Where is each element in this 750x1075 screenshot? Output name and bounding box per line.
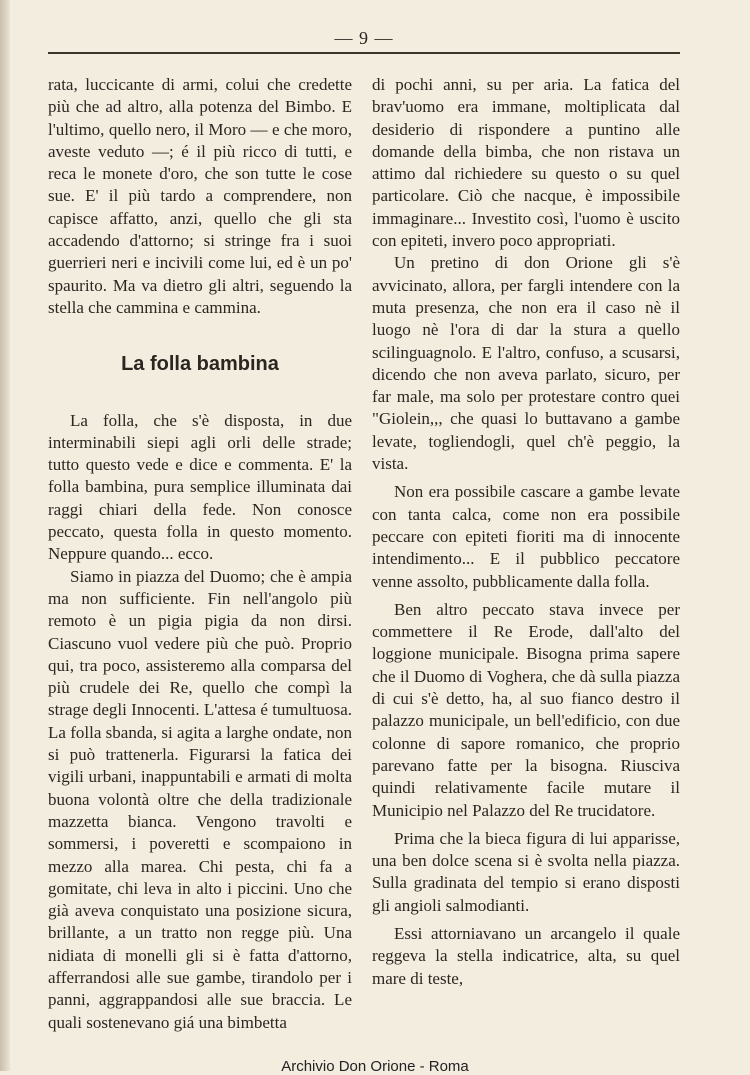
- left-paragraph-3: Siamo in piazza del Duomo; che è ampia ma non sufficiente. Fin nell'angolo più remoto è un pigia pigia da non dirsi. Ciascuno vuol vedere più che può. Proprio qui, tra poco, assisteremo alla comparsa del più crudele dei Re, quello che compì la strage degli Innocenti. L'attesa é tumultuosa. La folla sbanda, si agita a larghe ondate, non si può trattenerla. Figurarsi la fatica dei vigili urbani, inappuntabili e armati di molta buona volontà oltre che della tradizionale mazzetta bianca. Vengono travolti e sommersi, i poveretti e scompaiono in mezzo alla marea. Chi pesta, chi fa a gomitate, chi leva in alto i piccini. Uno che già aveva conquistato una posizione sicura, brillante, a un tratto non regge più. Una nidiata di monelli gli si è fatta d'attorno, afferrandosi alle sue gambe, tirandolo per i panni, aggrappandosi alle sue braccia. Le quali sostenevano giá una bimbetta: [48, 566, 352, 1032]
- right-paragraph-6: Essi attorniavano un arcangelo il quale reggeva la stella indicatrice, alta, su quel mare di teste,: [372, 923, 680, 988]
- right-paragraph-2: Un pretino di don Orione gli s'è avvicinato, allora, per fargli intendere con la muta presenza, che non era il caso nè il luogo nè l'ora di dar la stura a quello scilinguagnolo. E l'altro, confuso, a scusarsi, dicendo che non aveva parlato, sicuro, per far male, ma solo per protestare contro quei "Giolein,,, che quasi lo buttavano a gambe levate, togliendogli, quel ch'è peggio, la vista.: [372, 253, 680, 474]
- left-column: [48, 74, 352, 1034]
- archive-footer: Archivio Don Orione - Roma: [281, 1058, 469, 1075]
- right-paragraph-1: di pochi anni, su per aria. La fatica del brav'uomo era immane, moltiplicata dal desiderio di rispondere a puntino alle domande della bimba, che non ristava un attimo dal richiedere su questo o su quel particolare. Ciò che nacque, è impossibile immaginare... Investito così, l'uomo è uscito con epiteti, invero poco appropriati.: [372, 75, 680, 251]
- right-paragraph-5: Prima che la bieca figura di lui apparisse, una ben dolce scena si è svolta nella piazza. Sulla gradinata del tempio si erano disposti gli angioli salmodianti.: [372, 828, 680, 915]
- header-rule: [48, 52, 680, 54]
- page-binding-edge: [0, 0, 10, 1071]
- right-paragraph-4: Ben altro peccato stava invece per commettere il Re Erode, dall'alto del loggione municipale. Bisogna prima sapere che il Duomo di Voghera, che dà sulla piazza di cui s'è detto, ha, al suo fianco destro il palazzo municipale, un bell'edificio, con due colonne di sapore romanico, che proprio parevano fatte per la bisogna. Riusciva quindi relativamente facile mutare il Municipio nel Palazzo del Re trucidatore.: [372, 599, 680, 820]
- section-title: La folla bambina: [121, 353, 279, 376]
- left-paragraph-2: La folla, che s'è disposta, in due interminabili siepi agli orli delle strade; tutto questo vede e dice e commenta. E' la folla bambina, pura semplice illuminata dai raggi chiari della fede. Non conosce peccato, questa folla in questo momento. Neppure quando... ecco.: [48, 410, 352, 564]
- right-column: [372, 74, 680, 990]
- left-paragraph-1: rata, luccicante di armi, colui che credette più che ad altro, alla potenza del Bimbo. E l'ultimo, quello nero, il Moro — e che moro, aveste veduto —; é il più ricco di tutti, e reca le monete d'oro, che son tutte le cose sue. E' il più tardo a comprendere, non capisce affatto, anzi, quello che gli sta accadendo d'attorno; si stringe fra i suoi guerrieri neri e incivili come lui, ed è un po' spaurito. Ma va dietro gli altri, seguendo la stella che cammina e cammina.: [48, 75, 352, 317]
- right-paragraph-3: Non era possibile cascare a gambe levate con tanta calca, come non era possibile peccare con epiteti fioriti ma di innocente intendimento... E il pubblico peccatore venne assolto, pubblicamente dalla folla.: [372, 482, 680, 591]
- page-number: — 9 —: [334, 28, 394, 48]
